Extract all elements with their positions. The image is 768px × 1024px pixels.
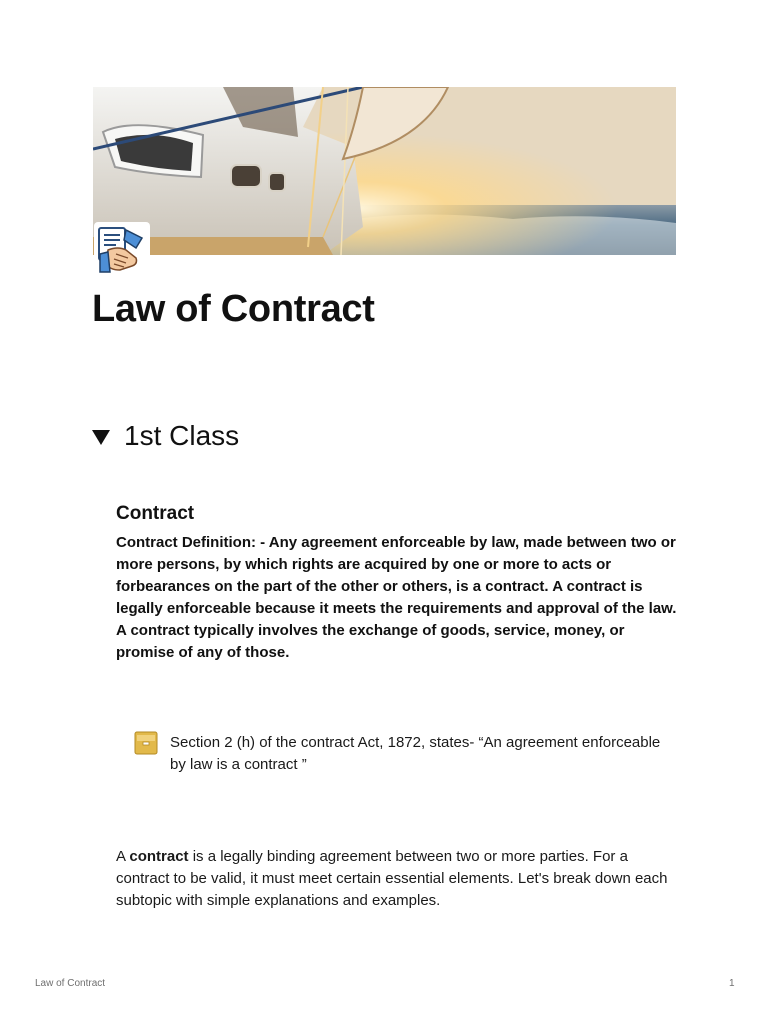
intro-paragraph — [116, 846, 676, 912]
contract-definition: Contract Definition: - Any agreement enforceable by law, made between two or more persons, by which rights are acquired by one or more to acts or forbearances on the part of the other or others, is a contract. A contract is legally enforceable because it meets the requirements and approval of the law. A contract typically involves the exchange of goods, service, money, or promise of any of those. — [116, 534, 677, 661]
folder-icon — [134, 731, 158, 755]
page-icon[interactable] — [94, 222, 150, 278]
para-prefix: A — [116, 848, 130, 865]
toggle-label: 1st Class — [124, 420, 240, 451]
callout-text: Section 2 (h) of the contract Act, 1872, states- “An agreement enforceable by law is a contract ” — [170, 734, 661, 773]
para-bold-term: contract — [129, 848, 189, 865]
footer-page-number: 1 — [729, 978, 735, 989]
toggle-1st-class[interactable] — [92, 420, 239, 452]
page-title: Law of Contract — [92, 288, 375, 330]
toggle-arrow-down-icon[interactable] — [92, 430, 110, 445]
section-heading: Contract — [116, 503, 195, 524]
para-rest: is a legally binding agreement between two or more parties. For a contract to be valid, it must meet certain essential elements. Let's break down each subtopic with simple explanations and examples. — [116, 848, 668, 909]
sailboat-sunset-image — [93, 87, 676, 255]
footer-title: Law of Contract — [35, 978, 106, 989]
handshake-contract-icon — [96, 224, 148, 276]
cover-image — [93, 87, 676, 255]
